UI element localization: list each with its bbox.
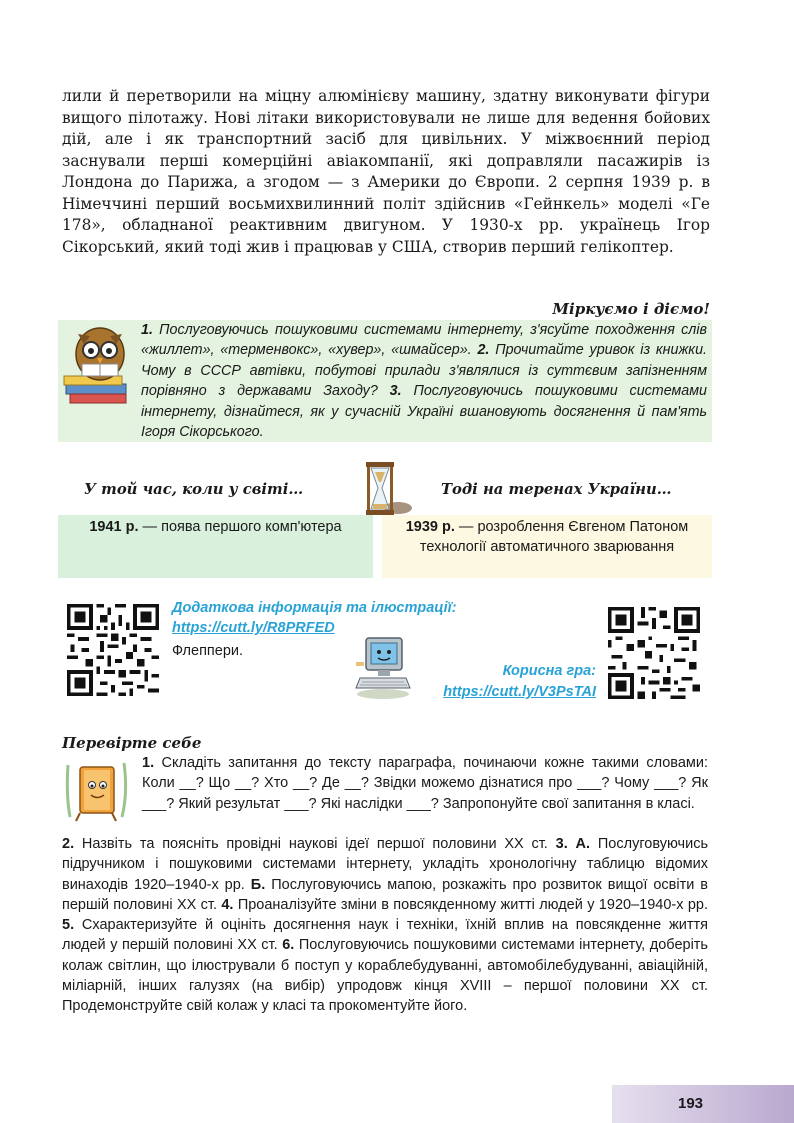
- think-text: [141, 320, 707, 442]
- check-question-1: [142, 753, 708, 814]
- check-q3b-num: Б.: [250, 876, 266, 893]
- retro-computer-icon: [352, 632, 414, 700]
- check-q6-text: Послуговуючись пошуковими системами інтернету, доберіть колаж світлин, що ілюстрували б поступ у кораблебудуванні, автомобілебудуванні, авіаційній, міліарній, інших галузях (на вибір) упродовж кінця XVIII – першої половини ХХ ст. Продемонструйте свій колаж у класі та прокоментуйте його.: [62, 937, 708, 1015]
- timeline-right-box: [382, 515, 712, 578]
- extra-info-link[interactable]: https://cutt.ly/R8PRFED: [172, 620, 335, 636]
- think-task2-num: 2.: [477, 342, 490, 359]
- extra-info-title: Додаткова інформація та ілюстрації:: [172, 600, 457, 616]
- timeline-right-year: 1939 р.: [405, 519, 455, 535]
- game-title: Корисна гра:: [502, 663, 596, 679]
- check-q3a-text: Послуговуючись підручником і пошуковими системами інтернету, укладіть хронологічну таблицю відомих винаходів 1920–1940-х рр.: [62, 836, 708, 893]
- check-q3-num: 3. А.: [555, 836, 591, 852]
- think-task1: Послуговуючись пошуковими системами інтернету, з'ясуйте походження слів «жиллет», «терменвокс», «хувер», «шмайсер».: [141, 322, 707, 359]
- timeline-left-heading: У той час, коли у світі…: [84, 481, 304, 498]
- think-task2: Прочитайте уривок із книжки. Чому в СССР автівки, побутові прилади з'являлися із суттєвим запізненням порівняно з державами Заходу?: [141, 342, 707, 400]
- check-q2-num: 2.: [62, 836, 75, 852]
- intro-text: лили й перетворили на міцну алюмінієву машину, здатну виконувати фігури вищого пілотажу. Нові літаки використовували не лише для ведення бойових дій, але і як транспортний засіб для цивільних. У міжвоєнний період заснували перші комерційні авіакомпанії, які доправляли пасажирів із Лондона до Парижа, а згодом — з Америки до Європи. 2 серпня 1939 р. в Німеччині перший восьмихвилинний політ здійснив «Гейнкель» моделі «Ге 178», обладнаної реактивним двигуном. У 1930-х рр. українець Ігор Сікорський, який тоді жив і працював у США, створив перший гелікоптер.: [62, 87, 710, 256]
- timeline-right-text: — розроблення Євгеном Патоном технології автоматичного зварювання: [419, 519, 689, 555]
- check-q6-num: 6.: [282, 937, 295, 954]
- timeline-left-text: — поява першого комп'ютера: [138, 519, 342, 535]
- check-questions-rest: [62, 834, 708, 1017]
- intro-paragraph: [62, 86, 710, 258]
- game-link[interactable]: https://cutt.ly/V3PsTAI: [443, 684, 596, 700]
- timeline-left-box: [58, 515, 373, 578]
- think-task1-num: 1.: [141, 322, 153, 338]
- timeline-left-year: 1941 р.: [89, 519, 139, 535]
- extra-info-note: Флеппери.: [172, 643, 244, 659]
- timeline-right-heading: Тоді на теренах України…: [441, 481, 672, 498]
- check-q4-text: Проаналізуйте зміни в повсякденному житті людей у 1920–1940-х рр.: [233, 896, 708, 913]
- think-task3-num: 3.: [389, 383, 402, 400]
- check-q4-num: 4.: [221, 896, 234, 913]
- check-title: Перевірте себе: [62, 734, 202, 752]
- owl-reading-icon: [60, 320, 140, 410]
- check-q1-text: Складіть запитання до тексту параграфа, починаючи кожне такими словами: Коли __? Що __? Хто __? Де __? Звідки можемо дізнатися про ___? Чому ___? Як ___? Який результат ___? Які наслідки ___? Запропонуйте свої запитання в класі.: [142, 755, 708, 812]
- qr-code-icon[interactable]: [608, 607, 700, 699]
- page-number: 193: [678, 1095, 704, 1112]
- check-q2-text: Назвіть та поясніть провідні наукові ідеї першої половини ХХ ст.: [74, 836, 556, 852]
- book-character-icon: [64, 755, 130, 825]
- think-title: Міркуємо і діємо!: [552, 300, 710, 318]
- check-q3b-text: Послуговуючись мапою, розкажіть про розвиток вищої освіти в першій половині ХХ ст.: [62, 876, 709, 913]
- hourglass-icon: [352, 460, 414, 518]
- check-q5-num: 5.: [62, 917, 75, 934]
- check-q1-num: 1.: [142, 755, 155, 771]
- qr-code-icon[interactable]: [67, 604, 159, 696]
- think-task3: Послуговуючись пошуковими системами інтернету, дізнайтеся, як у сучасній Україні вшановують досягнення й пам'ять Ігоря Сікорського.: [141, 383, 707, 441]
- check-q5-text: Схарактеризуйте й оцініть досягнення наук і техніки, їхній вплив на повсякденне життя людей у першій половині ХХ ст.: [62, 917, 708, 954]
